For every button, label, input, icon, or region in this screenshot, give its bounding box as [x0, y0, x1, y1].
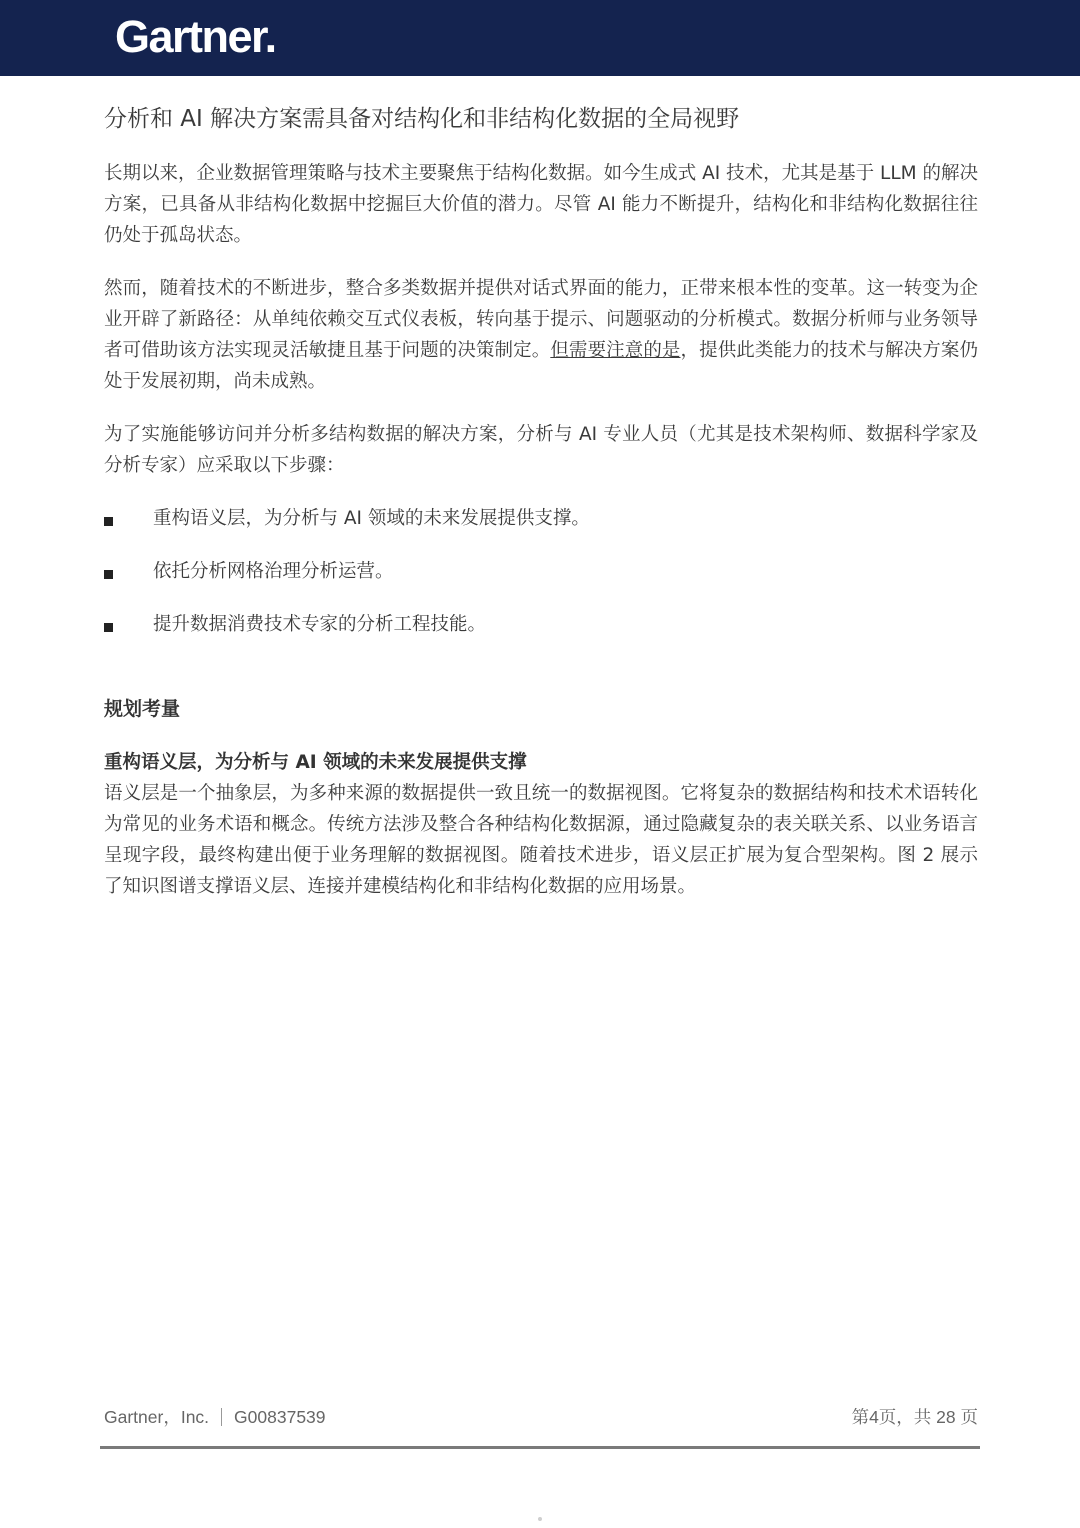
square-bullet-icon: [104, 623, 113, 632]
section-body: 语义层是一个抽象层，为多种来源的数据提供一致且统一的数据视图。它将复杂的数据结构和技术术语转化为常见的业务术语和概念。传统方法涉及整合各种结构化数据源，通过隐藏复杂的表关联关系、以业务语言呈现字段，最终构建出便于业务理解的数据视图。随着技术进步，语义层正扩展为复合型架构。图 2 展示了知识图谱支撑语义层、连接并建模结构化和非结构化数据的应用场景。: [104, 783, 978, 897]
footer-left: [104, 1404, 326, 1429]
square-bullet-icon: [104, 570, 113, 579]
list-item: [104, 556, 978, 609]
header-bar: [0, 0, 1080, 76]
list-item-text: 提升数据消费技术专家的分析工程技能。: [153, 614, 487, 635]
paragraph-2-text: 然而，随着技术的不断进步，整合多类数据并提供对话式界面的能力，正带来根本性的变革。这一转变为企业开辟了新路径：从单纯依赖交互式仪表板，转向基于提示、问题驱动的分析模式。数据分析师与业务领导者可借助该方法实现灵活敏捷且基于问题的决策制定。: [104, 278, 978, 361]
paragraph-2: [104, 273, 978, 397]
main-content: [104, 100, 978, 902]
footer-company: Gartner，Inc.: [104, 1407, 210, 1427]
footer-divider: [221, 1408, 222, 1426]
paragraph-1: 长期以来，企业数据管理策略与技术主要聚焦于结构化数据。如今生成式 AI 技术，尤其是基于 LLM 的解决方案，已具备从非结构化数据中挖掘巨大价值的潜力。尽管 AI 能力不断提升，结构化和非结构化数据往往仍处于孤岛状态。: [104, 163, 978, 246]
paragraph-2-tail: ，提供此类能力的技术与解决方案仍处于发展初期，尚未成熟。: [104, 340, 978, 392]
footer-rule: [100, 1446, 980, 1449]
list-item-text: 重构语义层，为分析与 AI 领域的未来发展提供支撑。: [153, 508, 590, 529]
list-item: [104, 609, 978, 662]
list-item-text: 依托分析网格治理分析运营。: [153, 561, 394, 582]
square-bullet-icon: [104, 517, 113, 526]
section-heading: 规划考量: [104, 698, 181, 720]
section-subheading: 重构语义层，为分析与 AI 领域的未来发展提供支撑: [104, 752, 527, 773]
page-title: 分析和 AI 解决方案需具备对结构化和非结构化数据的全局视野: [104, 106, 740, 132]
footer-page-number: 第4页，共 28 页: [851, 1407, 978, 1427]
page-footer: [104, 1400, 978, 1430]
paragraph-2-underlined: 但需要注意的是: [550, 340, 681, 361]
decorative-dot: [538, 1517, 542, 1521]
list-item: [104, 503, 978, 556]
steps-list: [104, 503, 978, 662]
footer-doc-id: G00837539: [234, 1407, 326, 1427]
gartner-logo: Gartner.: [115, 11, 276, 62]
paragraph-3: 为了实施能够访问并分析多结构数据的解决方案，分析与 AI 专业人员（尤其是技术架构师、数据科学家及分析专家）应采取以下步骤：: [104, 424, 978, 476]
